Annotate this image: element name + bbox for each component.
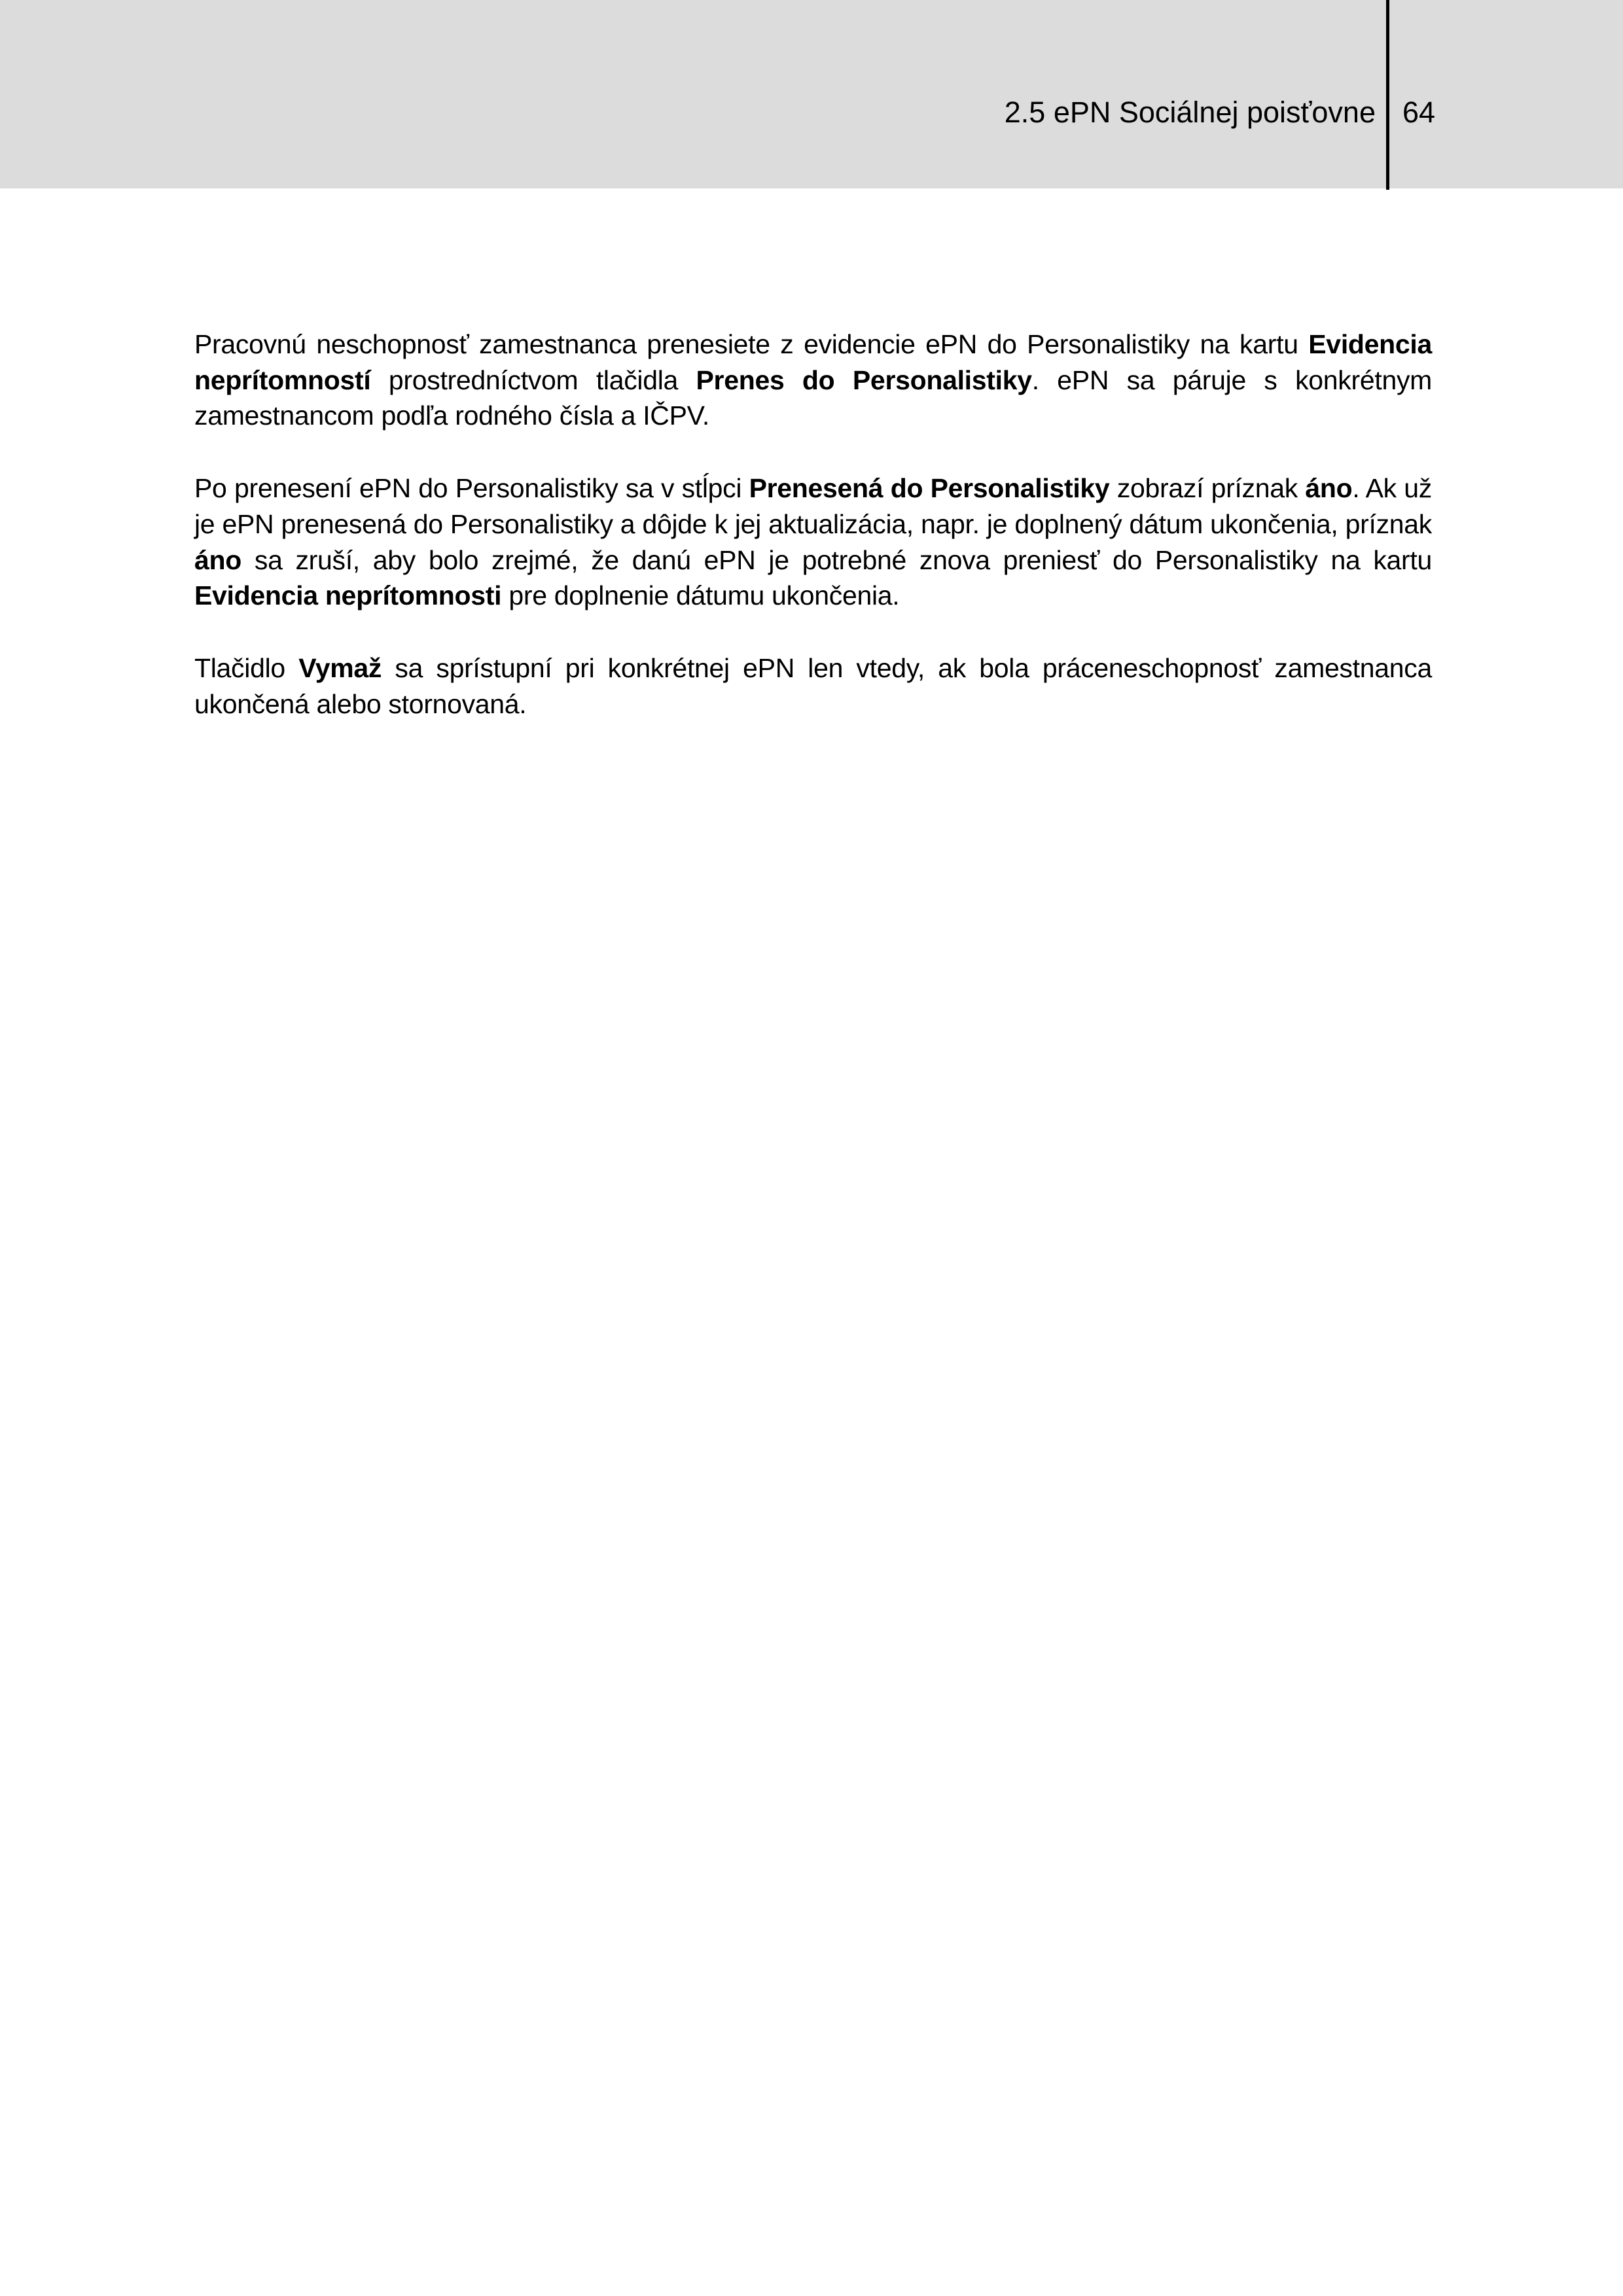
paragraph-delete-button: Tlačidlo Vymaž sa sprístupní pri konkrétnej ePN len vtedy, ak bola práceneschopnosť zamestnanca ukončená alebo stornovaná. xyxy=(194,652,1432,719)
page-content xyxy=(194,327,1432,758)
paragraph-transferred-flag: Po prenesení ePN do Personalistiky sa v stĺpci Prenesená do Personalistiky zobrazí príznak áno. Ak už je ePN prenesená do Personalistiky a dôjde k jej aktualizácia, napr. je doplnený dátum ukončenia, príznak áno sa zruší, aby bolo zrejmé, že danú ePN je potrebné znova preniesť do Personalistiky na kartu Evidencia neprítomnosti pre doplnenie dátumu ukončenia. xyxy=(194,473,1432,611)
header-divider-line xyxy=(1386,0,1389,190)
page-header-band xyxy=(0,0,1623,188)
header-section-title: 2.5 ePN Sociálnej poisťovne xyxy=(1004,96,1376,129)
paragraph-transfer-to-personalistika: Pracovnú neschopnosť zamestnanca prenesiete z evidencie ePN do Personalistiky na kartu Evidencia neprítomností prostredníctvom tlačidla Prenes do Personalistiky. ePN sa páruje s konkrétnym zamestnancom podľa rodného čísla a IČPV. xyxy=(194,329,1432,431)
header-page-number: 64 xyxy=(1402,96,1436,129)
